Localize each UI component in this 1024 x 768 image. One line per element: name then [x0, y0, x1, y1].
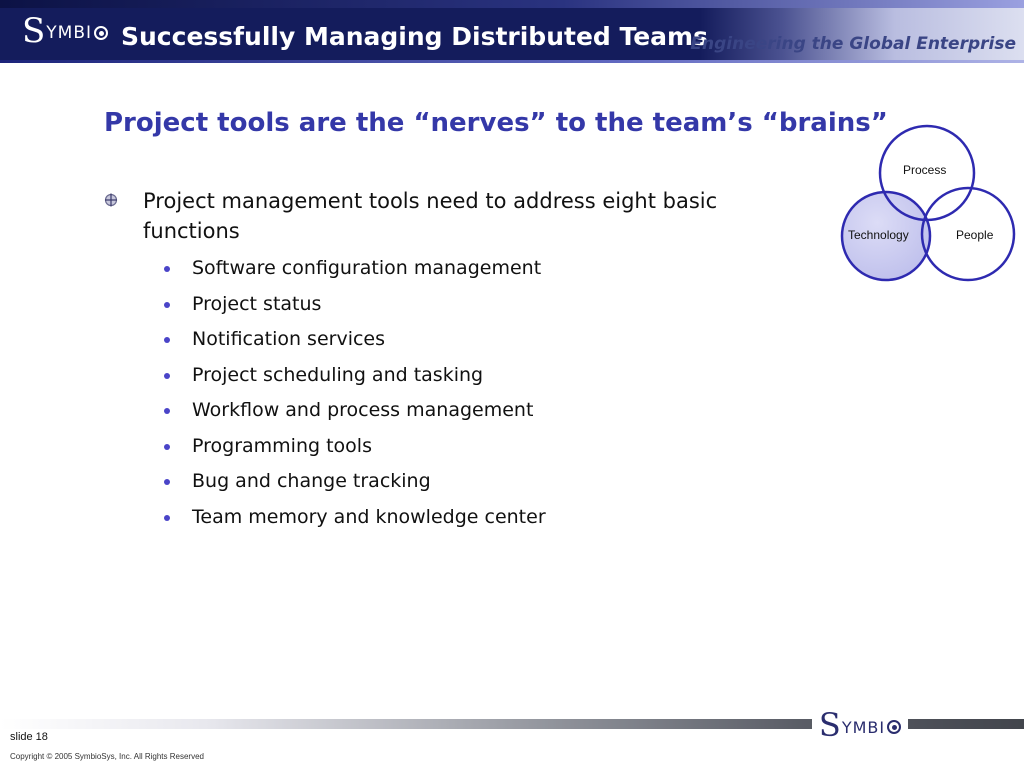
- sub-bullet-list: [160, 254, 546, 538]
- list-item-text: Workflow and process management: [192, 399, 534, 421]
- list-item: [160, 503, 546, 539]
- footer-logo-wordmark: YMBI: [841, 717, 886, 737]
- list-item: [160, 432, 546, 468]
- list-item: [160, 361, 546, 397]
- bullet-dot-icon: [164, 337, 170, 343]
- venn-circles: [835, 120, 1024, 290]
- list-item: [160, 325, 546, 361]
- list-item-text: Notification services: [192, 328, 386, 350]
- list-item: [160, 290, 546, 326]
- logo-initial: S: [22, 11, 46, 51]
- bullet-dot-icon: [164, 373, 170, 379]
- footer-logo-o-icon: [887, 720, 901, 734]
- venn-label-people: People: [956, 228, 994, 242]
- bullet-dot-icon: [164, 479, 170, 485]
- bullet-dot-icon: [164, 266, 170, 272]
- presentation-title: Successfully Managing Distributed Teams: [121, 22, 708, 51]
- venn-label-technology: Technology: [848, 228, 909, 242]
- logo-o-icon: [94, 26, 108, 40]
- copyright-notice: Copyright © 2005 SymbioSys, Inc. All Rights Reserved: [10, 752, 204, 761]
- list-item: [160, 467, 546, 503]
- list-item-text: Team memory and knowledge center: [192, 505, 546, 528]
- tagline: Engineering the Global Enterprise: [690, 34, 1016, 54]
- header-top-stripe: [0, 0, 1024, 8]
- logo-wordmark: YMBI: [46, 23, 93, 43]
- list-item-text: Project scheduling and tasking: [192, 363, 484, 386]
- list-item: [160, 396, 546, 432]
- crosshair-bullet-icon: [104, 193, 118, 207]
- list-item: [160, 254, 546, 290]
- list-item-text: Bug and change tracking: [192, 470, 431, 492]
- bullet-dot-icon: [164, 444, 170, 450]
- venn-diagram: [835, 120, 1024, 290]
- main-bullet-text: Project management tools need to address eight basic functions: [143, 189, 718, 243]
- list-item-text: Project status: [192, 292, 322, 315]
- footer-logo-initial: S: [818, 706, 841, 744]
- slide-heading: Project tools are the “nerves” to the team’s “brains”: [104, 108, 888, 138]
- header-bottom-line: [0, 60, 1024, 63]
- main-bullet: [104, 186, 784, 246]
- slide-number: slide 18: [10, 731, 48, 743]
- list-item-text: Programming tools: [192, 434, 372, 457]
- bullet-dot-icon: [164, 515, 170, 521]
- symbio-logo: [22, 11, 108, 51]
- list-item-text: Software configuration management: [192, 257, 542, 279]
- footer-symbio-logo: [812, 705, 908, 745]
- venn-label-process: Process: [903, 163, 947, 177]
- header-band: [0, 0, 1024, 62]
- bullet-dot-icon: [164, 302, 170, 308]
- bullet-dot-icon: [164, 408, 170, 414]
